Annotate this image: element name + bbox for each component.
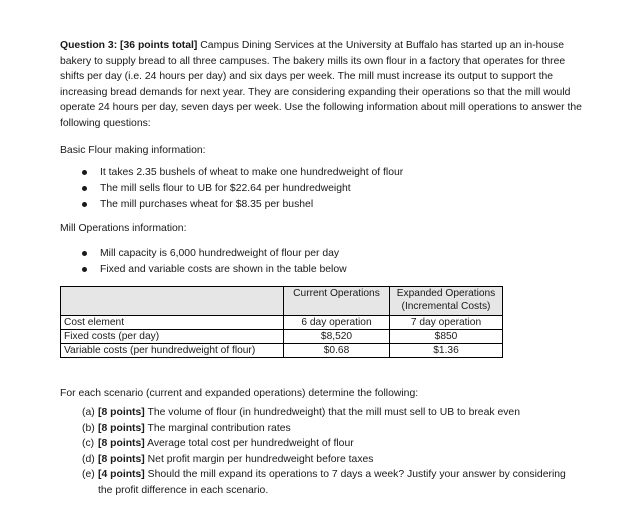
part-marker: (c) xyxy=(82,438,95,449)
part-text: Net profit margin per hundredweight before taxes xyxy=(147,453,374,465)
part-points: [8 points] xyxy=(98,407,145,418)
list-item xyxy=(82,467,582,498)
table-row xyxy=(61,330,503,344)
part-marker: (a) xyxy=(82,407,95,418)
part-marker: (b) xyxy=(82,422,95,434)
part-points: [4 points] xyxy=(98,469,145,480)
header-expanded-operations xyxy=(390,287,503,316)
flour-bullet: The mill purchases wheat for $8.35 per bushel xyxy=(82,197,403,213)
question-intro xyxy=(60,38,582,131)
part-points: [8 points] xyxy=(98,422,145,434)
table-row xyxy=(61,316,503,330)
question-heading: Question 3: [36 points total] xyxy=(60,40,198,51)
row-expanded-value: 7 day operation xyxy=(390,316,503,330)
part-text: The volume of flour (in hundredweight) that the mill must sell to UB to break even xyxy=(147,407,520,418)
row-current-value: 6 day operation xyxy=(284,316,390,330)
list-item xyxy=(82,436,582,452)
flour-bullet-list xyxy=(82,165,403,213)
header-current-operations: Current Operations xyxy=(284,287,390,316)
flour-section-title: Basic Flour making information: xyxy=(60,145,206,156)
row-label: Variable costs (per hundredweight of flour) xyxy=(61,344,284,358)
row-label: Fixed costs (per day) xyxy=(61,330,284,344)
list-item xyxy=(82,405,582,421)
mill-bullet: Mill capacity is 6,000 hundredweight of flour per day xyxy=(82,246,347,262)
question-intro-text: Campus Dining Services at the University at Buffalo has started up an in-house bakery to supply bread to all three campuses. The bakery mills its own flour in a factory that operates for three shifts per day (i.e. 24 hours per day) and six days per week. The mill must increase its output to support the increasing bread demands for next year. They are considering expanding their operations so that the mill would operate 24 hours per day, seven days per week. Use the following information about mill operations to answer the following questions: xyxy=(60,40,582,129)
mill-bullet: Fixed and variable costs are shown in the table below xyxy=(82,262,347,278)
table-row xyxy=(61,344,503,358)
header-expanded-line1: Expanded Operations xyxy=(396,288,496,299)
row-current-value: $0.68 xyxy=(284,344,390,358)
row-label: Cost element xyxy=(61,316,284,330)
scenario-parts-list xyxy=(82,405,582,498)
row-current-value: $8,520 xyxy=(284,330,390,344)
row-expanded-value: $850 xyxy=(390,330,503,344)
mill-bullet-list xyxy=(82,246,347,278)
header-expanded-line2: (Incremental Costs) xyxy=(401,301,491,312)
part-points: [8 points] xyxy=(98,453,145,465)
mill-section-title: Mill Operations information: xyxy=(60,223,187,234)
header-blank-cell xyxy=(61,287,284,316)
part-text: Should the mill expand its operations to 7 days a week? Justify your answer by considering the profit difference in each scenario. xyxy=(98,469,566,496)
scenario-intro: For each scenario (current and expanded operations) determine the following: xyxy=(60,388,419,399)
cost-table-header-row xyxy=(61,287,503,316)
part-text: The marginal contribution rates xyxy=(147,422,291,434)
part-marker: (d) xyxy=(82,453,95,465)
list-item xyxy=(82,452,582,468)
flour-bullet: The mill sells flour to UB for $22.64 per hundredweight xyxy=(82,181,403,197)
part-points: [8 points] xyxy=(98,438,145,449)
cost-table xyxy=(60,286,503,358)
part-text: Average total cost per hundredweight of flour xyxy=(147,438,354,449)
list-item xyxy=(82,421,582,437)
row-expanded-value: $1.36 xyxy=(390,344,503,358)
part-marker: (e) xyxy=(82,469,95,480)
flour-bullet: It takes 2.35 bushels of wheat to make one hundredweight of flour xyxy=(82,165,403,181)
